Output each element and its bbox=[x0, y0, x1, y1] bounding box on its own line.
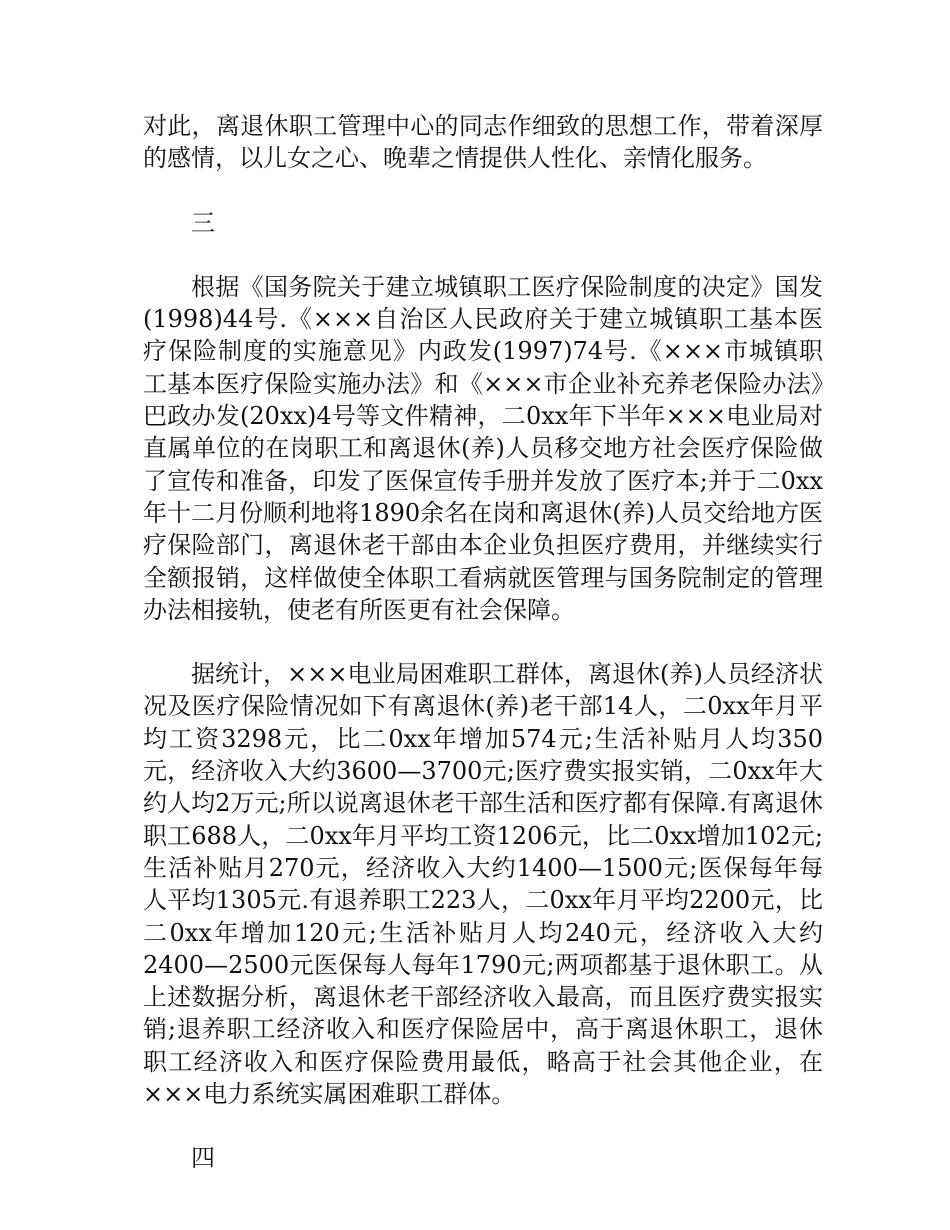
document-body bbox=[143, 110, 823, 1175]
paragraph-1: 对此，离退休职工管理中心的同志作细致的思想工作，带着深厚的感情，以儿女之心、晚辈之情提供人性化、亲情化服务。 bbox=[143, 112, 823, 173]
section-heading-3: 三 bbox=[191, 208, 215, 237]
paragraph-gap bbox=[143, 175, 823, 207]
paragraph-3: 据统计，×××电业局困难职工群体，离退休(养)人员经济状况及医疗保险情况如下有离退休(养)老干部14人，二0xx年月平均工资3298元，比二0xx年增加574元;生活补贴月人均350元，经济收入大约3600—3700元;医疗费实报实销，二0xx年大约人均2万元;所以说离退休老干部生活和医疗都有保障.有离退休职工688人，二0xx年月平均工资1206元，比二0xx增加102元;生活补贴月270元，经济收入大约1400—1500元;医保每年每人平均1305元.有退养职工223人，二0xx年月平均2200元，比二0xx年增加120元;生活补贴月人均240元，经济收入大约2400—2500元医保每人每年1790元;两项都基于退休职工。从上述数据分析，离退休老干部经济收入最高，而且医疗费实报实销;退养职工经济收入和医疗保险居中，高于离退休职工，退休职工经济收入和医疗保险费用最低，略高于社会其他企业，在×××电力系统实属困难职工群体。 bbox=[143, 660, 823, 1109]
paragraph-gap bbox=[143, 626, 823, 658]
section-heading-4: 四 bbox=[191, 1144, 215, 1173]
paragraph-gap bbox=[143, 239, 823, 271]
paragraph-gap bbox=[143, 1110, 823, 1142]
paragraph-2: 根据《国务院关于建立城镇职工医疗保险制度的决定》国发(1998)44号.《×××自治区人民政府关于建立城镇职工基本医疗保险制度的实施意见》内政发(1997)74号.《×××市城镇职工基本医疗保险实施办法》和《×××市企业补充养老保险办法》巴政办发(20xx)4号等文件精神，二0xx年下半年×××电业局对直属单位的在岗职工和离退休(养)人员移交地方社会医疗保险做了宣传和准备，印发了医保宣传手册并发放了医疗本;并于二0xx年十二月份顺利地将1890余名在岗和离退休(养)人员交给地方医疗保险部门，离退休老干部由本企业负担医疗费用，并继续实行全额报销，这样做使全体职工看病就医管理与国务院制定的管理办法相接轨，使老有所医更有社会保障。 bbox=[143, 272, 823, 624]
